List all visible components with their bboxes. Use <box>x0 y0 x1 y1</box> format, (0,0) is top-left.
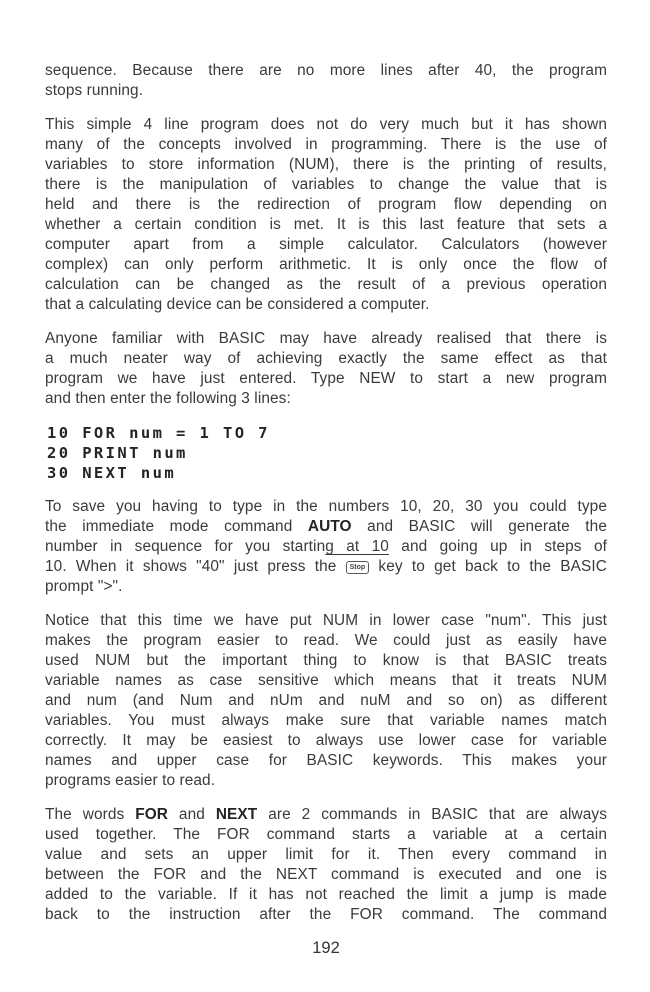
text-line <box>45 369 607 389</box>
bold-text: AUTO <box>307 518 352 535</box>
text-line <box>45 517 607 537</box>
text-line <box>45 175 607 195</box>
code-line: 20 PRINT num <box>47 444 188 462</box>
text-line <box>45 235 607 255</box>
body-text: between the FOR and the NEXT command is executed and one is <box>45 866 607 883</box>
code-line: 30 NEXT num <box>47 464 177 482</box>
body-text: correctly. It may be easiest to always use lower case for variable <box>45 732 607 749</box>
text-line <box>45 577 607 597</box>
body-text: number in sequence for you startin <box>45 538 326 555</box>
bold-text: FOR <box>135 806 169 823</box>
body-text: back to the instruction after the FOR command. The command <box>45 906 607 923</box>
text-line <box>45 537 607 557</box>
text-line <box>45 825 607 845</box>
body-text: makes the program easier to read. We could just as easily have <box>45 632 607 649</box>
body-text: many of the concepts involved in programming. There is the use of <box>45 136 607 153</box>
body-text: that a calculating device can be considered a computer. <box>45 296 430 313</box>
body-text: and num (and Num and nUm and nuM and so on) as different <box>45 692 607 709</box>
paragraph <box>45 497 607 597</box>
text-line <box>45 389 607 409</box>
text-line <box>45 295 607 315</box>
text-line <box>45 255 607 275</box>
body-text: sequence. Because there are no more lines after 40, the program <box>45 62 607 79</box>
text-line <box>45 711 607 731</box>
text-line <box>45 135 607 155</box>
body-text: program we have just entered. Type NEW to start a new program <box>45 370 607 387</box>
bold-text: NEXT <box>215 806 258 823</box>
body-text: a much neater way of achieving exactly the same effect as that <box>45 350 607 367</box>
body-text: programs easier to read. <box>45 772 216 789</box>
body-text: Anyone familiar with BASIC may have already realised that there is <box>45 330 607 347</box>
text-line <box>45 845 607 865</box>
text-line <box>45 155 607 175</box>
stop-key-icon: Stop <box>346 561 370 574</box>
text-line <box>45 771 607 791</box>
body-text: variables to store information (NUM), there is the printing of results, <box>45 156 607 173</box>
text-line <box>45 905 607 925</box>
underlined-text: g at 10 <box>325 538 389 555</box>
body-text: key to get back to the BASIC <box>369 558 607 575</box>
page-number: 192 <box>312 939 340 957</box>
body-text: variable names as case sensitive which means that it treats NUM <box>45 672 607 689</box>
body-text: The words <box>45 806 136 823</box>
body-text: value and sets an upper limit for it. Then every command in <box>45 846 607 863</box>
text-line <box>45 115 607 135</box>
paragraph <box>45 805 607 925</box>
text-line <box>45 805 607 825</box>
text-line <box>45 671 607 691</box>
body-text: held and there is the redirection of program flow depending on <box>45 196 607 213</box>
page-body <box>45 61 607 939</box>
text-line <box>45 329 607 349</box>
paragraph <box>45 61 607 101</box>
body-text: added to the variable. If it has not reached the limit a jump is made <box>45 886 607 903</box>
body-text: calculation can be changed as the result of a previous operation <box>45 276 607 293</box>
body-text: there is the manipulation of variables to change the value that is <box>45 176 607 193</box>
text-line <box>45 691 607 711</box>
text-line <box>45 215 607 235</box>
body-text: and going up in steps of <box>388 538 607 555</box>
text-line <box>45 497 607 517</box>
body-text: whether a certain condition is met. It is this last feature that sets a <box>45 216 607 233</box>
text-line <box>45 865 607 885</box>
text-line <box>45 885 607 905</box>
body-text: used NUM but the important thing to know is that BASIC treats <box>45 652 607 669</box>
body-text: the immediate mode command <box>45 518 308 535</box>
text-line <box>45 731 607 751</box>
text-line <box>45 81 607 101</box>
body-text: 10. When it shows "40" just press the <box>45 558 346 575</box>
text-line <box>45 751 607 771</box>
body-text: are 2 commands in BASIC that are always <box>257 806 607 823</box>
text-line <box>45 61 607 81</box>
body-text: prompt ">". <box>45 578 123 595</box>
paragraph <box>45 329 607 409</box>
text-line <box>45 195 607 215</box>
text-line <box>45 651 607 671</box>
body-text: variables. You must always make sure that variable names match <box>45 712 607 729</box>
text-line <box>45 631 607 651</box>
body-text: computer apart from a simple calculator. Calculators (however <box>45 236 607 253</box>
text-line <box>45 349 607 369</box>
paragraph <box>45 115 607 315</box>
body-text: and BASIC will generate the <box>351 518 607 535</box>
code-line: 10 FOR num = 1 TO 7 <box>47 424 270 442</box>
body-text: complex) can only perform arithmetic. It is only once the flow of <box>45 256 607 273</box>
body-text: Notice that this time we have put NUM in lower case "num". This just <box>45 612 607 629</box>
body-text: names and upper case for BASIC keywords. This makes your <box>45 752 607 769</box>
body-text: To save you having to type in the numbers 10, 20, 30 you could type <box>45 498 607 515</box>
body-text: This simple 4 line program does not do very much but it has shown <box>45 116 607 133</box>
body-text: and then enter the following 3 lines: <box>45 390 291 407</box>
basic-code-listing <box>47 423 607 483</box>
body-text: stops running. <box>45 82 144 99</box>
paragraph <box>45 611 607 791</box>
text-line <box>45 275 607 295</box>
text-line <box>45 557 607 577</box>
text-line <box>45 611 607 631</box>
body-text: used together. The FOR command starts a variable at a certain <box>45 826 607 843</box>
body-text: and <box>168 806 216 823</box>
